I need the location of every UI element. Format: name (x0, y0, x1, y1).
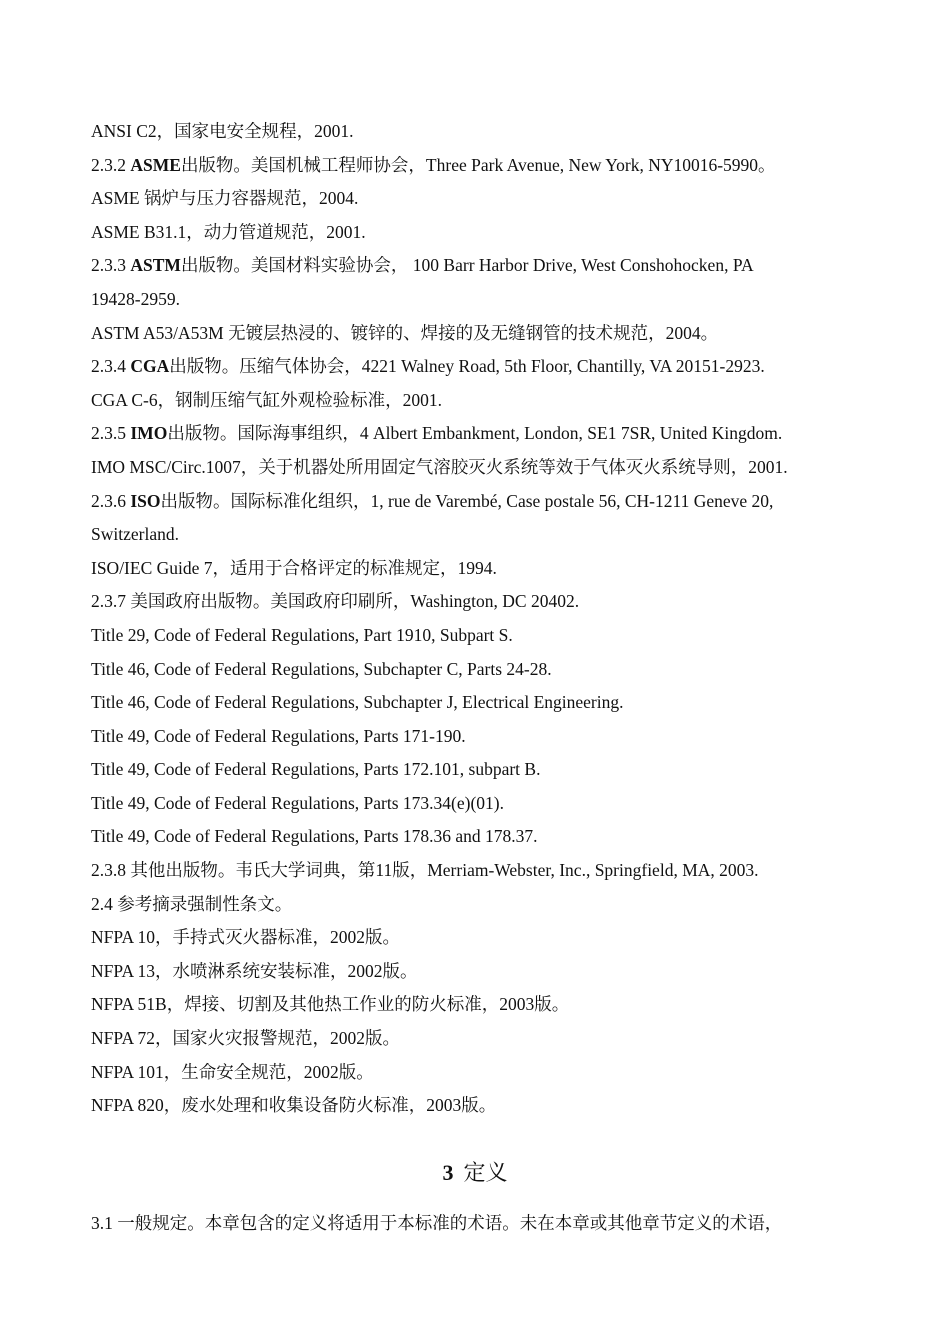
org-abbrev: IMO (130, 423, 168, 444)
reference-line (91, 1091, 871, 1125)
reference-line (91, 251, 871, 285)
line-text: Title 46, Code of Federal Regulations, Subchapter C, Parts 24-28. (91, 658, 552, 679)
line-text: ASME B31.1，动力管道规范，2001. (91, 221, 366, 242)
line-text: 出版物。国际海事组织，4 Albert Embankment, London, SE1 7SR, United Kingdom. (167, 423, 783, 444)
line-text: NFPA 10，手持式灭火器标准，2002版。 (91, 927, 401, 948)
org-abbrev: ISO (130, 490, 161, 511)
reference-line (91, 789, 871, 823)
org-abbrev: ASME (130, 154, 181, 175)
org-abbrev: ASTM (130, 255, 181, 276)
reference-line (91, 419, 871, 453)
reference-line (91, 587, 871, 621)
reference-line (91, 822, 871, 856)
reference-line (91, 184, 871, 218)
line-text: ANSI C2，国家电安全规程，2001. (91, 121, 354, 141)
reference-line (91, 621, 871, 655)
line-text: 出版物。国际标准化组织，1, rue de Varembé, Case postale 56, CH-1211 Geneve 20, (160, 490, 774, 511)
org-abbrev: CGA (130, 356, 170, 377)
line-text: Title 29, Code of Federal Regulations, Part 1910, Subpart S. (91, 624, 513, 645)
line-prefix: 2.3.5 (91, 423, 131, 444)
section-number: 3 (442, 1160, 454, 1185)
reference-line (91, 856, 871, 890)
reference-line (91, 554, 871, 588)
section-heading (0, 1158, 950, 1188)
line-text: NFPA 13，水喷淋系统安装标准，2002版。 (91, 960, 418, 981)
reference-line (91, 352, 871, 386)
line-text: Title 49, Code of Federal Regulations, Parts 178.36 and 178.37. (91, 826, 538, 847)
line-text: ASME 锅炉与压力容器规范，2004. (91, 188, 359, 209)
line-text: ISO/IEC Guide 7，适用于合格评定的标准规定，1994. (91, 557, 497, 578)
line-text: Title 46, Code of Federal Regulations, Subchapter J, Electrical Engineering. (91, 692, 624, 713)
line-text: Title 49, Code of Federal Regulations, Parts 173.34(e)(01). (91, 792, 504, 813)
line-text: 出版物。压缩气体协会，4221 Walney Road, 5th Floor, Chantilly, VA 20151-2923. (169, 356, 765, 377)
line-text: 出版物。美国机械工程师协会，Three Park Avenue, New York, NY10016-5990。 (180, 154, 776, 175)
reference-line (91, 923, 871, 957)
line-text: NFPA 72，国家火灾报警规范，2002版。 (91, 1028, 401, 1049)
paragraph-3-1: 3.1 一般规定。本章包含的定义将适用于本标准的术语。未在本章或其他章节定义的术语， (91, 1213, 783, 1233)
reference-line (91, 957, 871, 991)
line-text: IMO MSC/Circ.1007，关于机器处所用固定气溶胶灭火系统等效于气体灭火系统导则，2001. (91, 456, 788, 477)
line-text: Switzerland. (91, 524, 179, 545)
line-text: 2.4 参考摘录强制性条文。 (91, 893, 293, 914)
reference-line (91, 285, 871, 319)
line-prefix: 2.3.4 (91, 356, 131, 377)
line-prefix: 2.3.6 (91, 490, 131, 511)
reference-line (91, 1024, 871, 1058)
line-text: ASTM A53/A53M 无镀层热浸的、镀锌的、焊接的及无缝钢管的技术规范，2004。 (91, 322, 719, 343)
line-text: Title 49, Code of Federal Regulations, Parts 172.101, subpart B. (91, 759, 541, 780)
reference-line (91, 386, 871, 420)
reference-line (91, 151, 871, 185)
line-text: NFPA 51B，焊接、切割及其他热工作业的防火标准，2003版。 (91, 994, 570, 1015)
reference-line (91, 1058, 871, 1092)
line-text: 2.3.8 其他出版物。韦氏大学词典，第11版，Merriam-Webster, Inc., Springfield, MA, 2003. (91, 860, 759, 881)
reference-line (91, 520, 871, 554)
line-prefix: 2.3.3 (91, 255, 131, 276)
reference-line (91, 755, 871, 789)
reference-line (91, 890, 871, 924)
reference-line (91, 487, 871, 521)
line-text: NFPA 820，废水处理和收集设备防火标准，2003版。 (91, 1095, 497, 1116)
line-text: 2.3.7 美国政府出版物。美国政府印刷所，Washington, DC 20402. (91, 591, 580, 612)
line-prefix: 2.3.2 (91, 154, 131, 175)
line-text: NFPA 101，生命安全规范，2002版。 (91, 1061, 374, 1082)
reference-line (91, 218, 871, 252)
line-text: 19428-2959. (91, 288, 180, 309)
reference-line (91, 453, 871, 487)
reference-line (91, 319, 871, 353)
reference-line (91, 990, 871, 1024)
line-text: CGA C-6，钢制压缩气缸外观检验标准，2001. (91, 389, 442, 410)
reference-line (91, 655, 871, 689)
reference-list (91, 117, 871, 1125)
reference-line (91, 117, 871, 151)
section-title: 定义 (463, 1160, 508, 1185)
line-text: Title 49, Code of Federal Regulations, Parts 171-190. (91, 725, 466, 746)
reference-line (91, 722, 871, 756)
line-text: 出版物。美国材料实验协会， 100 Barr Harbor Drive, West Conshohocken, PA (180, 255, 754, 276)
reference-line (91, 688, 871, 722)
